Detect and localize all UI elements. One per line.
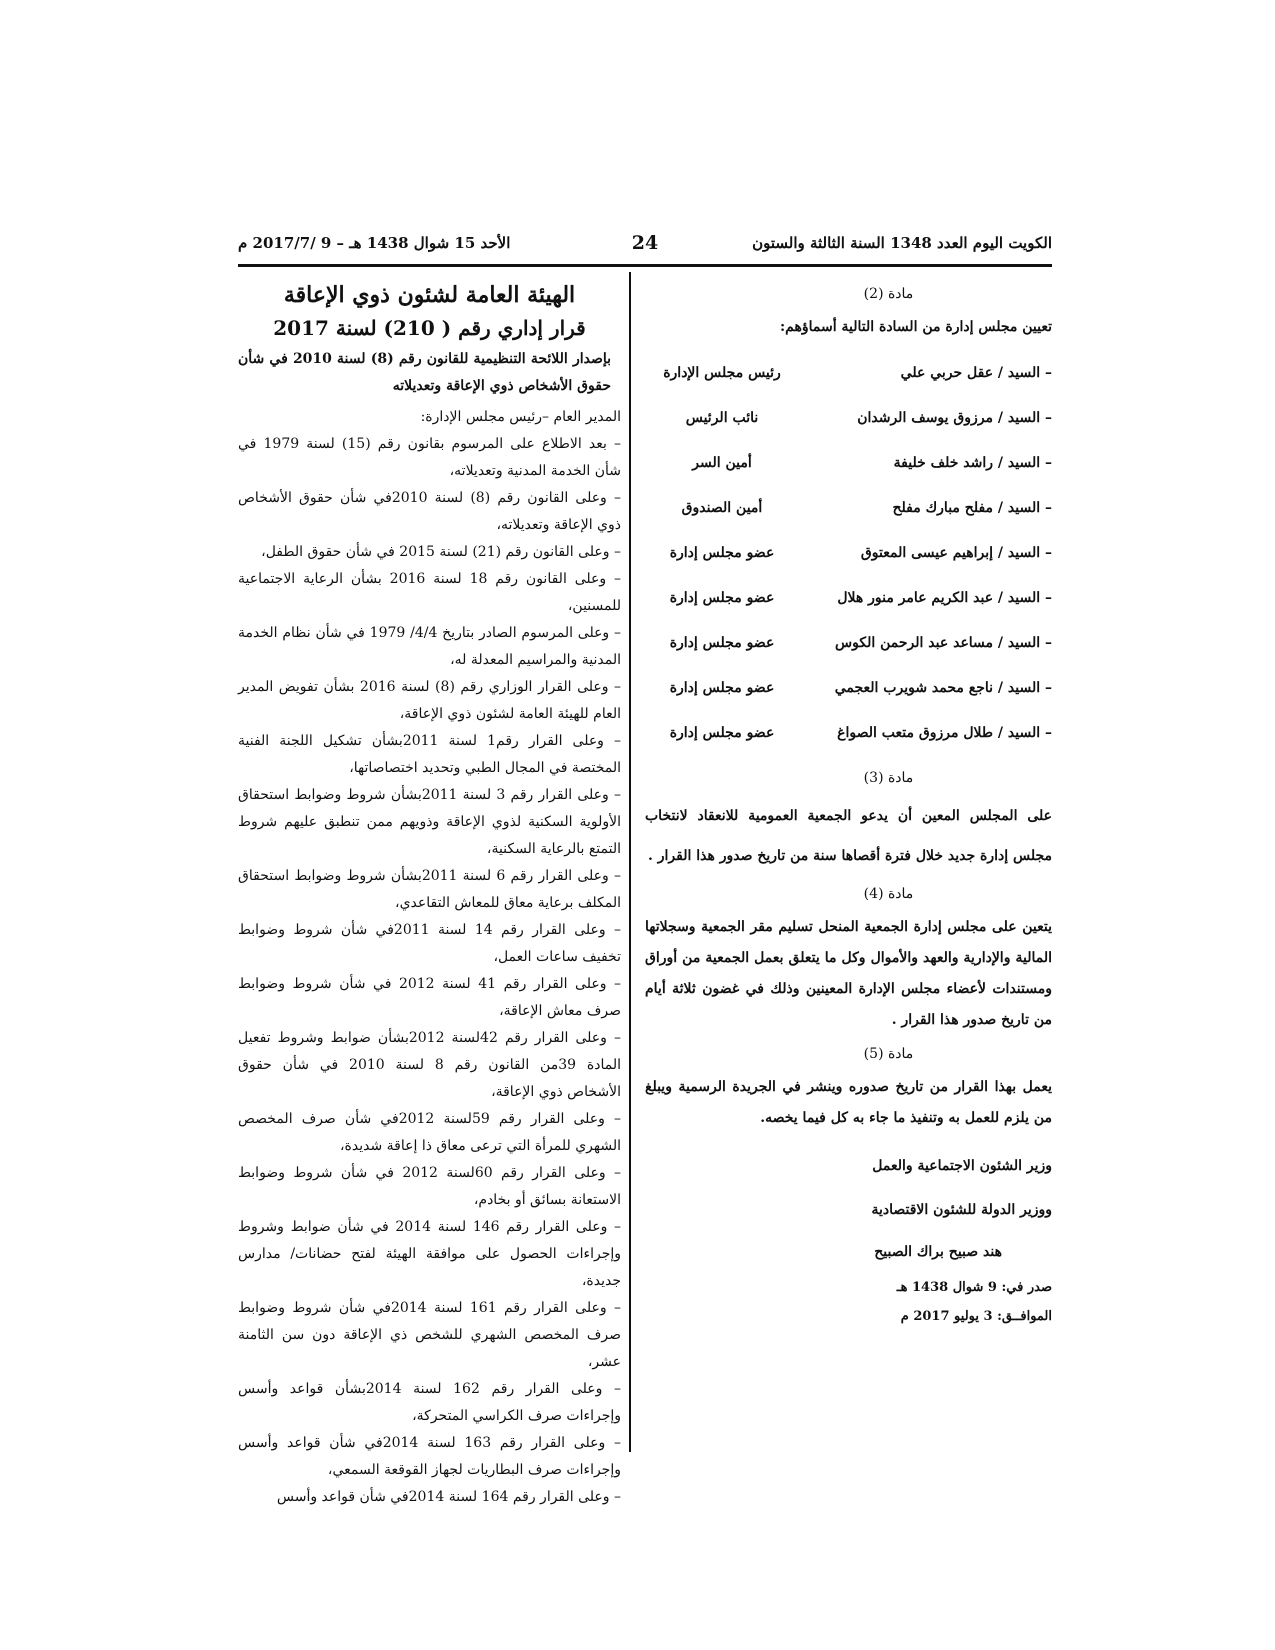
member-name: – السيد / مرزوق يوسف الرشدان bbox=[857, 410, 1052, 426]
recital-clause: – وعلى القرار رقم 14 لسنة 2011في شأن شروط وضوابط تخفيف ساعات العمل، bbox=[238, 922, 622, 965]
recital-clause: – وعلى القرار رقم 42لسنة 2012بشأن ضوابط وشروط تفعيل المادة 39من القانون رقم 8 لسنة 2010 في شأن حقوق الأشخاص ذوي الإعاقة، bbox=[238, 1030, 621, 1100]
recital-clause: – وعلى القانون رقم 18 لسنة 2016 بشأن الرعاية الاجتماعية للمسنين، bbox=[238, 571, 622, 614]
page-header bbox=[238, 234, 1052, 260]
article-2-heading: مادة (2) bbox=[863, 286, 914, 302]
issued-date-hijri: صدر في: 9 شوال 1438 هـ bbox=[896, 1280, 1052, 1295]
header-rule bbox=[238, 264, 1052, 267]
issue-info: الكويت اليوم العدد 1348 السنة الثالثة والستون bbox=[752, 234, 1052, 252]
signatory-name: هند صبيح براك الصبيح bbox=[874, 1244, 1002, 1260]
recital-clause: – بعد الاطلاع على المرسوم بقانون رقم (15) لسنة 1979 في شأن الخدمة المدنية وتعديلاته، bbox=[238, 436, 621, 479]
page-number: 24 bbox=[631, 232, 659, 254]
article-5-text: يعمل بهذا القرار من تاريخ صدوره وينشر في الجريدة الرسمية ويبلغ من يلزم للعمل به وتنفيذ ما جاء به كل فيما يخصه. bbox=[645, 1079, 1052, 1126]
recital-clause: – وعلى القرار رقم 162 لسنة 2014بشأن قواعد وأسس وإجراءات صرف الكراسي المتحركة، bbox=[238, 1381, 621, 1424]
member-name: – السيد / مفلح مبارك مفلح bbox=[892, 500, 1052, 516]
article-2-intro: تعيين مجلس إدارة من السادة التالية أسماؤهم: bbox=[779, 319, 1052, 335]
article-4-heading: مادة (4) bbox=[863, 886, 914, 902]
recitals-list bbox=[238, 431, 621, 1511]
recital-clause: – وعلى القانون رقم (8) لسنة 2010في شأن حقوق الأشخاص ذوي الإعاقة وتعديلاته، bbox=[238, 490, 621, 533]
recital-clause: – وعلى القرار رقم 3 لسنة 2011بشأن شروط وضوابط استحقاق الأولوية السكنية لذوي الإعاقة وذويهم ممن تنطبق عليهم شروط التمتع بالرعاية السكنية، bbox=[238, 787, 621, 857]
member-role: عضو مجلس إدارة bbox=[669, 545, 775, 561]
right-column bbox=[645, 278, 1052, 1338]
member-role: رئيس مجلس الإدارة bbox=[663, 365, 781, 381]
board-members-list bbox=[645, 357, 1052, 762]
board-member bbox=[645, 582, 1052, 627]
recital-clause: – وعلى المرسوم الصادر بتاريخ 4/4/ 1979 في شأن نظام الخدمة المدنية والمراسيم المعدلة له، bbox=[238, 625, 621, 668]
member-role: عضو مجلس إدارة bbox=[669, 680, 775, 696]
member-role: عضو مجلس إدارة bbox=[669, 725, 775, 741]
preamble: المدير العام –رئيس مجلس الإدارة: bbox=[420, 409, 621, 425]
recital-clause: – وعلى القرار الوزاري رقم (8) لسنة 2016 بشأن تفويض المدير العام للهيئة العامة لشئون ذوي الإعاقة، bbox=[238, 679, 621, 722]
member-role: نائب الرئيس bbox=[685, 410, 759, 426]
column-divider bbox=[629, 272, 631, 1452]
decision-title: قرار إداري رقم ( 210) لسنة 2017 bbox=[273, 316, 586, 340]
member-name: – السيد / مساعد عبد الرحمن الكوس bbox=[835, 635, 1052, 651]
recital-clause: – وعلى القرار رقم 161 لسنة 2014في شأن شروط وضوابط صرف المخصص الشهري للشخص ذي الإعاقة دون سن الثامنة عشر، bbox=[238, 1300, 621, 1370]
header-date: الأحد 15 شوال 1438 هـ – 9 /2017/7 م bbox=[238, 234, 511, 252]
recital-clause: – وعلى القرار رقم 146 لسنة 2014 في شأن ضوابط وشروط وإجراءات الحصول على موافقة الهيئة لفتح حضانات/ مدارس جديدة، bbox=[238, 1219, 622, 1289]
member-name: – السيد / إبراهيم عيسى المعتوق bbox=[860, 545, 1052, 561]
recital-clause: – وعلى القرار رقم1 لسنة 2011بشأن تشكيل اللجنة الفنية المختصة في المجال الطبي وتحديد اختصاصاتها، bbox=[238, 733, 622, 776]
member-name: – السيد / ناجع محمد شويرب العجمي bbox=[834, 680, 1052, 696]
board-member bbox=[645, 492, 1052, 537]
member-name: – السيد / راشد خلف خليفة bbox=[893, 455, 1052, 471]
signatory-title-1: وزير الشئون الاجتماعية والعمل bbox=[872, 1158, 1052, 1174]
board-member bbox=[645, 402, 1052, 447]
article-4-text: يتعين على مجلس إدارة الجمعية المنحل تسليم مقر الجمعية وسجلاتها المالية والإدارية والعهد والأموال وكل ما يتعلق بعمل الجمعية من أوراق ومستندات لأعضاء مجلس الإدارة المعينين وذلك في غضون ثلاثة أيام من تاريخ صدور هذا القرار . bbox=[645, 919, 1052, 1028]
signatory-title-2: ووزير الدولة للشئون الاقتصادية bbox=[871, 1202, 1052, 1218]
board-member bbox=[645, 537, 1052, 582]
recital-clause: – وعلى القرار رقم 164 لسنة 2014في شأن قواعد وأسس bbox=[276, 1489, 621, 1505]
member-role: أمين الصندوق bbox=[681, 500, 763, 516]
member-name: – السيد / عقل حربي علي bbox=[900, 365, 1052, 381]
article-3-heading: مادة (3) bbox=[863, 770, 914, 786]
board-member bbox=[645, 627, 1052, 672]
member-name: – السيد / طلال مرزوق متعب الصواغ bbox=[837, 725, 1052, 741]
board-member bbox=[645, 447, 1052, 492]
recital-clause: – وعلى القانون رقم (21) لسنة 2015 في شأن حقوق الطفل، bbox=[261, 544, 621, 560]
article-5-heading: مادة (5) bbox=[863, 1046, 914, 1062]
board-member bbox=[645, 672, 1052, 717]
member-role: عضو مجلس إدارة bbox=[669, 590, 775, 606]
member-name: – السيد / عبد الكريم عامر منور هلال bbox=[837, 590, 1052, 606]
recital-clause: – وعلى القرار رقم 41 لسنة 2012 في شأن شروط وضوابط صرف معاش الإعاقة، bbox=[238, 976, 622, 1019]
recital-clause: – وعلى القرار رقم 59لسنة 2012في شأن صرف المخصص الشهري للمرأة التي ترعى معاق ذا إعاقة شديدة، bbox=[238, 1111, 622, 1154]
board-member bbox=[645, 357, 1052, 402]
organization-title: الهيئة العامة لشئون ذوي الإعاقة bbox=[283, 282, 576, 308]
article-3-text: على المجلس المعين أن يدعو الجمعية العمومية للانعقاد لانتخاب مجلس إدارة جديد خلال فترة أقصاها سنة من تاريخ صدور هذا القرار . bbox=[645, 808, 1052, 864]
board-member bbox=[645, 717, 1052, 762]
recital-clause: – وعلى القرار رقم 163 لسنة 2014في شأن قواعد وأسس وإجراءات صرف البطاريات لجهاز القوقعة السمعي، bbox=[238, 1435, 621, 1478]
recital-clause: – وعلى القرار رقم 6 لسنة 2011بشأن شروط وضوابط استحقاق المكلف برعاية معاق للمعاش التقاعدي، bbox=[238, 868, 621, 911]
member-role: أمين السر bbox=[692, 455, 752, 471]
left-column bbox=[238, 278, 621, 1511]
decision-subject: بإصدار اللائحة التنظيمية للقانون رقم (8) لسنة 2010 في شأن حقوق الأشخاص ذوي الإعاقة وتعديلاته bbox=[238, 351, 611, 394]
issued-date-gregorian: الموافــق: 3 يوليو 2017 م bbox=[900, 1309, 1052, 1324]
recital-clause: – وعلى القرار رقم 60لسنة 2012 في شأن شروط وضوابط الاستعانة بسائق أو بخادم، bbox=[238, 1165, 622, 1208]
member-role: عضو مجلس إدارة bbox=[669, 635, 775, 651]
